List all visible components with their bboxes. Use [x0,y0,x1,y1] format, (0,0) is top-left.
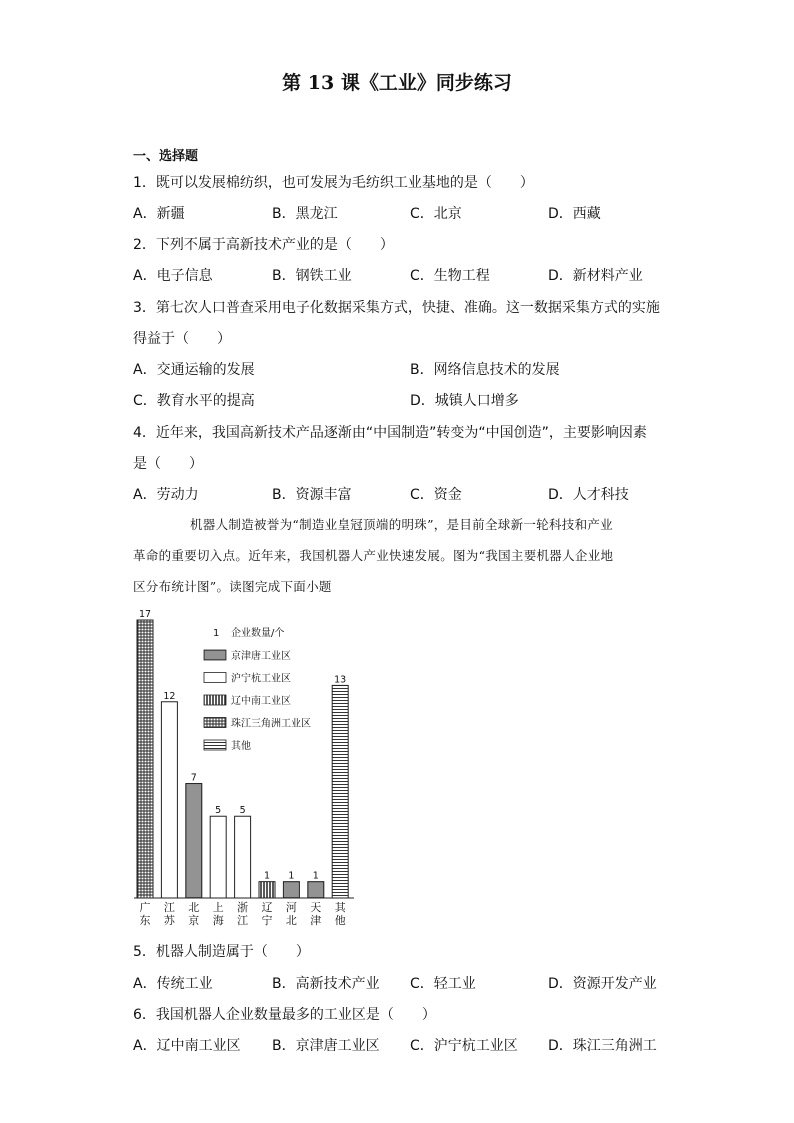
category-label: 东 [139,914,151,927]
question-1-option-c: C．北京 [410,206,462,222]
question-3-stem-line-2: 得益于（ ） [133,331,231,347]
bar-7 [283,882,299,898]
question-2-stem: 2．下列不属于高新技术产业的是（ ） [133,237,394,253]
bar-value-label: 1 [312,870,319,882]
bar-value-label: 5 [215,805,222,817]
legend-swatch [204,695,226,705]
question-4-stem-line-1: 4．近年来，我国高新技术产品逐渐由“中国制造”转变为“中国创造”，主要影响因素 [133,425,647,441]
question-3-option-a: A．交通运输的发展 [133,362,255,378]
category-label: 苏 [163,914,175,927]
bar-value-label: 13 [334,674,347,686]
category-label: 上 [212,901,224,914]
question-3-option-b: B．网络信息技术的发展 [410,362,560,378]
category-label: 北 [285,914,297,927]
legend-swatch [204,650,226,660]
question-5-option-c: C．轻工业 [410,976,476,992]
bar-2 [161,702,177,898]
legend-swatch [204,740,226,750]
category-label: 津 [310,914,322,927]
question-4-option-b: B．资源丰富 [272,487,352,503]
category-label: 广 [139,901,151,914]
question-4-option-d: D．人才科技 [548,487,629,503]
legend-swatch [204,673,226,683]
question-5-option-b: B．高新技术产业 [272,976,380,992]
bar-1 [137,620,153,898]
bar-6 [259,882,275,898]
bar-8 [308,882,324,898]
question-3-stem-line-1: 3．第七次人口普查采用电子化数据采集方式，快捷、准确。这一数据采集方式的实施 [133,300,660,316]
question-4-option-a: A．劳动力 [133,487,199,503]
question-1-option-b: B．黑龙江 [272,206,338,222]
enterprise-distribution-chart [128,600,368,932]
chart-legend [204,626,311,752]
question-2-option-a: A．电子信息 [133,268,213,284]
question-5-option-d: D．资源开发产业 [548,976,657,992]
question-6-option-d: D．珠江三角洲工 [548,1038,657,1054]
bar-value-label: 1 [288,870,295,882]
question-3-option-d: D．城镇人口增多 [410,393,519,409]
category-label: 天 [310,901,322,914]
question-2-option-c: C．生物工程 [410,268,490,284]
question-5-option-a: A．传统工业 [133,976,213,992]
question-3-option-c: C．教育水平的提高 [133,393,255,409]
category-label: 北 [188,901,200,914]
question-2-option-d: D．新材料产业 [548,268,643,284]
question-6-option-c: C．沪宁杭工业区 [410,1038,518,1054]
bar-value-label: 7 [190,772,197,784]
category-label: 河 [285,901,297,914]
bar-value-label: 17 [138,609,152,620]
bar-5 [235,816,251,898]
question-1-option-d: D．西藏 [548,206,601,222]
bar-value-label: 1 [263,870,271,882]
category-label: 江 [163,901,175,914]
question-1-option-a: A．新疆 [133,206,185,222]
legend-label: 京津唐工业区 [231,651,291,662]
category-label: 他 [334,914,346,927]
legend-label: 辽中南工业区 [231,696,291,707]
category-label: 辽 [261,901,273,914]
category-label: 其 [334,901,346,914]
passage-line-1: 机器人制造被誉为“制造业皇冠顶端的明珠”，是目前全球新一轮科技和产业 [190,517,613,532]
legend-label: 沪宁杭工业区 [231,673,291,685]
category-label: 京 [188,914,200,927]
legend-swatch [204,718,226,728]
bar-4 [210,816,226,898]
legend-label: 其他 [231,741,251,752]
question-6-stem: 6．我国机器人企业数量最多的工业区是（ ） [133,1007,436,1023]
passage-line-3: 区分布统计图”。读图完成下面小题 [133,579,332,594]
bar-value-label: 5 [239,805,246,817]
category-label: 宁 [261,914,273,927]
bar-value-label: 12 [163,690,176,702]
question-6-option-a: A．辽中南工业区 [133,1038,241,1054]
page-title: 第 13 课《工业》同步练习 [282,72,512,94]
bar-9 [332,685,348,898]
category-label: 江 [237,914,249,927]
question-4-option-c: C．资金 [410,487,462,503]
question-5-stem: 5．机器人制造属于（ ） [133,944,310,960]
question-6-option-b: B．京津唐工业区 [272,1038,380,1054]
bar-3 [186,784,202,898]
question-2-option-b: B．钢铁工业 [272,268,352,284]
category-label: 海 [212,914,224,927]
legend-title: 企业数量/个 [231,628,285,639]
legend-label: 珠江三角洲工业区 [231,718,311,730]
passage-line-2: 革命的重要切入点。近年来，我国机器人产业快速发展。图为“我国主要机器人企业地 [133,548,614,563]
legend-title-marker: 1 [213,628,220,639]
category-label: 浙 [237,901,249,914]
section-heading: 一、选择题 [133,149,199,164]
question-1-stem: 1．既可以发展棉纺织，也可发展为毛纺织工业基地的是（ ） [133,175,534,191]
question-4-stem-line-2: 是（ ） [133,456,203,472]
